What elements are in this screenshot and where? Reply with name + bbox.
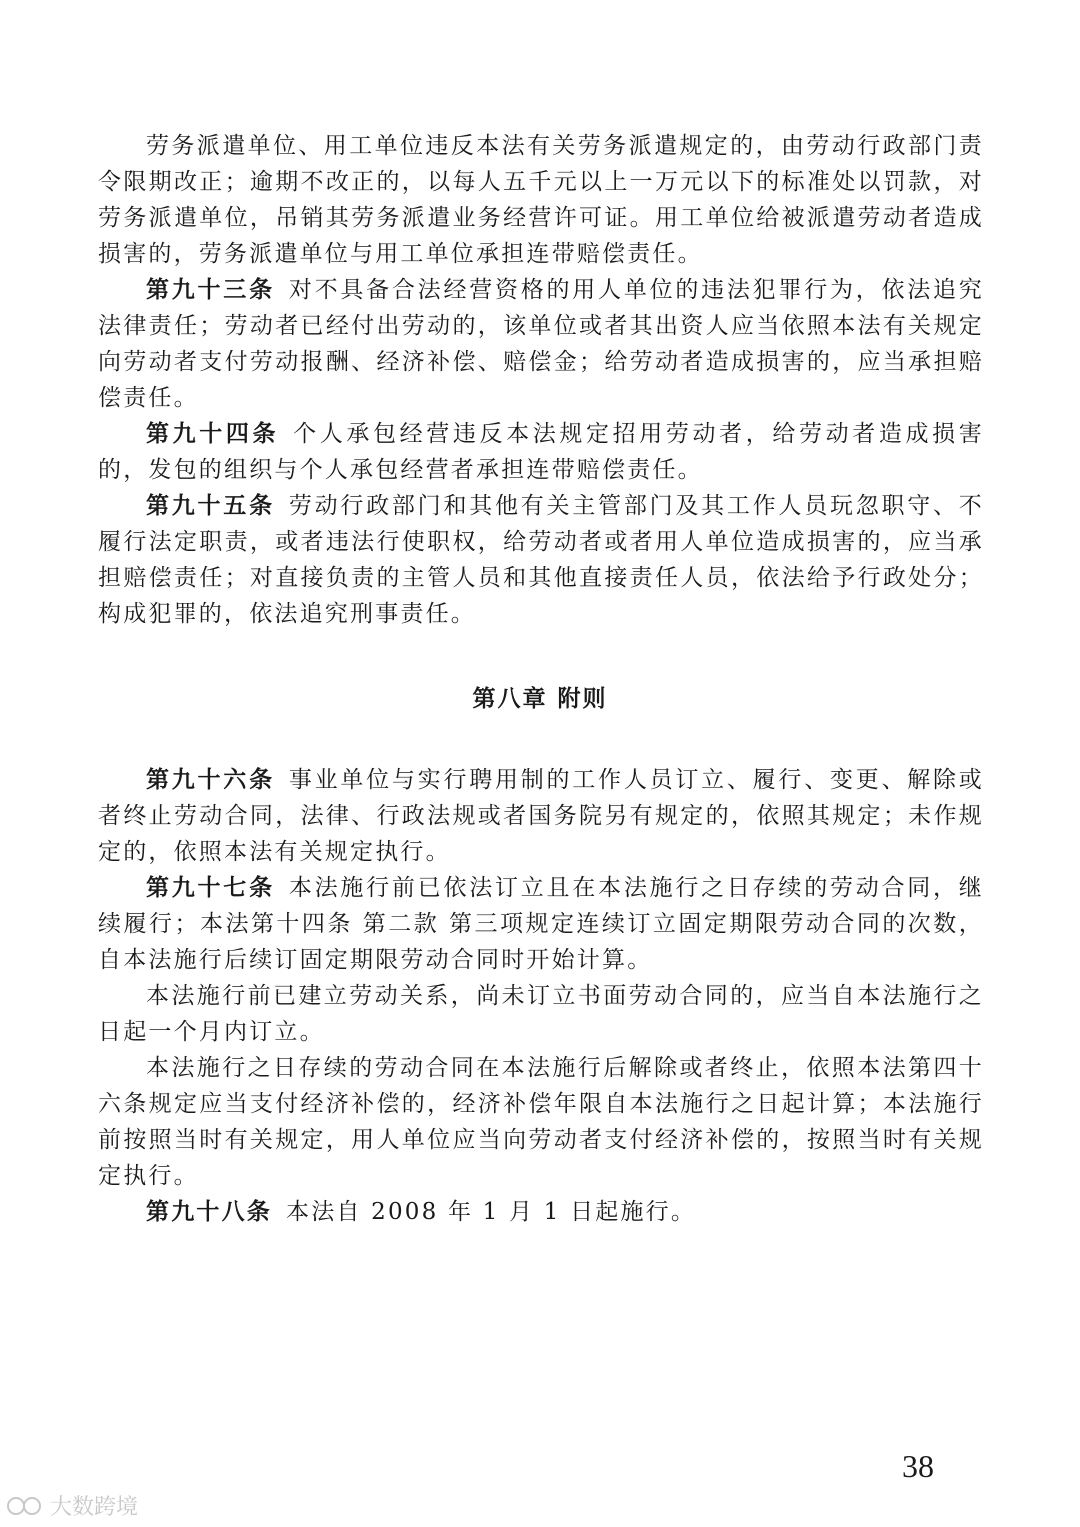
- paragraph: [98, 128, 984, 272]
- article-text: 劳动行政部门和其他有关主管部门及其工作人员玩忽职守、不履行法定职责，或者违法行使职权，给劳动者或者用人单位造成损害的，应当承担赔偿责任；对直接负责的主管人员和其他直接责任人员，依法给予行政处分；构成犯罪的，依法追究刑事责任。: [98, 493, 984, 627]
- article-text: 本法施行前已依法订立且在本法施行之日存续的劳动合同，继续履行；本法第十四条 第二款 第三项规定连续订立固定期限劳动合同的次数，自本法施行后续订固定期限劳动合同时开始计算。: [98, 875, 984, 973]
- chapter-title: 第八章 附则: [472, 685, 608, 712]
- article-label: 第九十七条: [146, 874, 275, 901]
- paragraph-text: 劳务派遣单位、用工单位违反本法有关劳务派遣规定的，由劳动行政部门责令限期改正；逾期不改正的，以每人五千元以上一万元以下的标准处以罚款，对劳务派遣单位，吊销其劳务派遣业务经营许可证。用工单位给被派遣劳动者造成损害的，劳务派遣单位与用工单位承担连带赔偿责任。: [98, 133, 984, 267]
- paragraph-text: 本法施行之日存续的劳动合同在本法施行后解除或者终止，依照本法第四十六条规定应当支付经济补偿的，经济补偿年限自本法施行之日起计算；本法施行前按照当时有关规定，用人单位应当向劳动者支付经济补偿的，按照当时有关规定执行。: [98, 1055, 984, 1189]
- article-97: [98, 870, 984, 978]
- article-label: 第九十四条: [146, 420, 280, 447]
- paragraph: [98, 1050, 984, 1194]
- article-93: [98, 272, 984, 416]
- watermark-logo-icon: [6, 1495, 46, 1517]
- article-label: 第九十三条: [146, 276, 275, 303]
- watermark-text: 大数跨境: [50, 1495, 139, 1520]
- article-text: 本法自 2008 年 1 月 1 日起施行。: [286, 1199, 697, 1225]
- paragraph: [98, 978, 984, 1050]
- articles-bottom: [98, 762, 984, 1230]
- article-98: [98, 1194, 984, 1230]
- article-96: [98, 762, 984, 870]
- article-text: 个人承包经营违反本法规定招用劳动者，给劳动者造成损害的，发包的组织与个人承包经营者承担连带赔偿责任。: [98, 421, 985, 483]
- article-text: 对不具备合法经营资格的用人单位的违法犯罪行为，依法追究法律责任；劳动者已经付出劳动的，该单位或者其出资人应当依照本法有关规定向劳动者支付劳动报酬、经济补偿、赔偿金；给劳动者造成损害的，应当承担赔偿责任。: [98, 277, 984, 411]
- paragraph-text: 本法施行前已建立劳动关系，尚未订立书面劳动合同的，应当自本法施行之日起一个月内订立。: [98, 983, 984, 1045]
- page-number: 38: [902, 1448, 934, 1484]
- article-text: 事业单位与实行聘用制的工作人员订立、履行、变更、解除或者终止劳动合同，法律、行政法规或者国务院另有规定的，依照其规定；未作规定的，依照本法有关规定执行。: [98, 767, 984, 865]
- article-label: 第九十六条: [146, 766, 275, 793]
- articles-top: [98, 128, 984, 632]
- watermark: [6, 1490, 138, 1521]
- article-label: 第九十五条: [146, 492, 275, 519]
- article-label: 第九十八条: [146, 1198, 272, 1225]
- article-94: [98, 416, 984, 488]
- article-95: [98, 488, 984, 632]
